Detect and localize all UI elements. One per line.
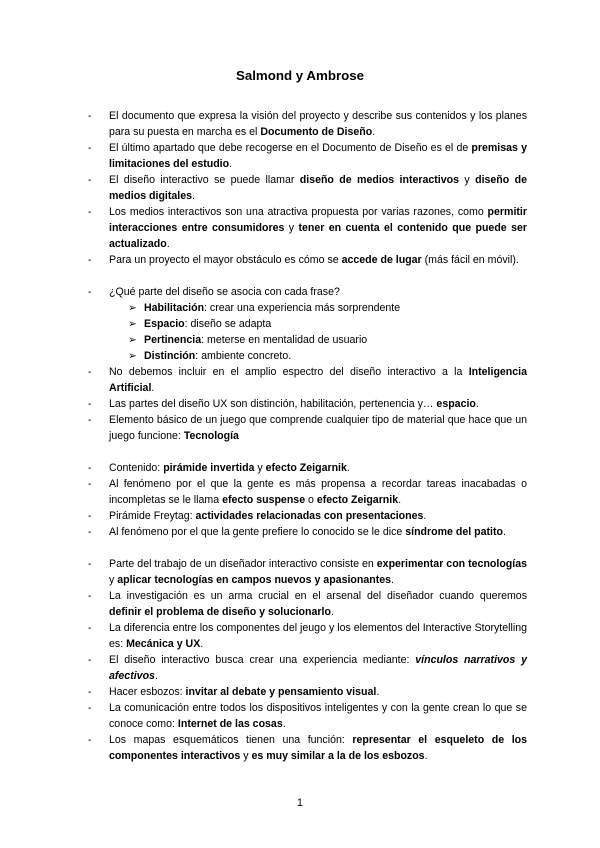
bullet-dash: - <box>88 686 92 698</box>
body-text: : meterse en mentalidad de usuario <box>201 334 368 346</box>
emphasis-text: Tecnología <box>183 430 239 442</box>
body-text: . <box>166 238 170 250</box>
body-text: . <box>502 526 506 538</box>
body-text: Contenido: <box>109 462 164 474</box>
body-text: y <box>240 750 252 762</box>
emphasis-text: actividades relacionadas con presentaciones <box>195 510 424 522</box>
body-text: y <box>254 462 266 474</box>
body-text: . <box>423 510 427 522</box>
list-item-text <box>109 508 527 524</box>
body-text: . <box>376 686 380 698</box>
body-text: . <box>282 718 286 730</box>
emphasis-text: efecto Zeigarnik <box>265 462 347 474</box>
body-text: : crear una experiencia más sorprendente <box>204 302 401 314</box>
emphasis-text: Inteligencia Artificial <box>109 366 527 394</box>
sub-list-item <box>128 316 508 332</box>
list-item <box>88 524 528 540</box>
emphasis-text: Habilitación <box>144 302 205 314</box>
list-item <box>88 396 528 412</box>
emphasis-text: efecto Zeigarnik <box>316 494 399 506</box>
body-text: (más fácil en móvil). <box>421 254 519 266</box>
body-text: : diseño se adapta <box>184 318 272 330</box>
list-item <box>88 588 528 620</box>
list-item-text <box>109 732 527 764</box>
body-text: Elemento básico de un juego que comprende cualquier tipo de material que hace que un juego funcione: <box>109 414 527 442</box>
bullet-dash: - <box>88 478 92 490</box>
list-item-text <box>109 588 527 620</box>
list-item <box>88 684 528 700</box>
emphasis-text: pirámide invertida <box>163 462 255 474</box>
emphasis-text: diseño de medios digitales <box>109 174 528 202</box>
bullet-dash: - <box>88 462 92 474</box>
list-item-text <box>109 284 527 300</box>
body-text: y <box>459 174 476 186</box>
body-text: : ambiente concreto. <box>195 350 292 362</box>
list-item-text <box>109 652 527 684</box>
page-number: 1 <box>297 797 303 809</box>
list-item-text <box>109 460 527 476</box>
arrow-bullet-icon: ➢ <box>128 318 137 330</box>
list-item <box>88 556 528 588</box>
list-item <box>88 140 528 172</box>
bullet-dash: - <box>88 286 92 298</box>
body-text: ¿Qué parte del diseño se asocia con cada frase? <box>109 286 340 298</box>
body-text: Al fenómeno por el que la gente prefiere lo conocido se le dice <box>109 526 406 538</box>
bullet-dash: - <box>88 654 92 666</box>
body-text: . <box>475 398 479 410</box>
body-text: y <box>109 574 118 586</box>
list-item <box>88 620 528 652</box>
emphasis-text: Mecánica y UX <box>126 638 201 650</box>
emphasis-text: permitir interacciones entre consumidores <box>109 206 527 234</box>
body-text: . <box>200 638 204 650</box>
bullet-dash: - <box>88 110 92 122</box>
arrow-bullet-icon: ➢ <box>128 350 137 362</box>
list-item <box>88 460 528 476</box>
body-text: No debemos incluir en el amplio espectro del diseño interactivo a la <box>109 366 469 378</box>
body-text: . <box>229 158 233 170</box>
body-text: . <box>424 750 428 762</box>
emphasis-text: representar el esqueleto de los componentes interactivos <box>109 734 528 762</box>
emphasis-text: aplicar tecnologías en campos nuevos y apasionantes <box>117 574 392 586</box>
list-item <box>88 364 528 396</box>
list-item-text <box>109 364 527 396</box>
body-text: . <box>151 382 155 394</box>
emphasis-text: experimentar con tecnologías <box>376 558 527 570</box>
body-text: El diseño interactivo busca crear una experiencia mediante: <box>109 654 416 666</box>
emphasis-text: síndrome del patito <box>405 526 503 538</box>
body-text: El diseño interactivo se puede llamar <box>109 174 300 186</box>
list-item-text <box>109 700 527 732</box>
emphasis-text: Pertinencia <box>144 334 202 346</box>
bullet-dash: - <box>88 366 92 378</box>
arrow-bullet-icon: ➢ <box>128 334 137 346</box>
bullet-dash: - <box>88 254 92 266</box>
bullet-dash: - <box>88 590 92 602</box>
list-item <box>88 108 528 140</box>
arrow-bullet-icon: ➢ <box>128 302 137 314</box>
list-item <box>88 508 528 524</box>
body-text: Al fenómeno por el que la gente es más propensa a recordar tareas inacabadas o incompletas se le llama <box>109 478 527 506</box>
emphasis-text: invitar al debate y pensamiento visual <box>185 686 377 698</box>
body-text: . <box>391 574 394 586</box>
list-item <box>88 252 528 284</box>
bullet-dash: - <box>88 414 92 426</box>
list-item-text <box>109 396 527 412</box>
list-item <box>88 652 528 684</box>
emphasis-text: espacio <box>436 398 476 410</box>
body-text: . <box>346 462 350 474</box>
emphasis-text: Documento de Diseño <box>260 126 373 138</box>
emphasis-text: vínculos narrativos y afectivos <box>109 654 527 682</box>
emphasis-text: Distinción <box>144 350 196 362</box>
bullet-dash: - <box>88 174 92 186</box>
body-text: y <box>284 222 299 234</box>
sub-list-item <box>128 348 508 364</box>
list-item-text <box>109 476 527 508</box>
list-item <box>88 204 528 252</box>
list-item <box>88 476 528 508</box>
bullet-dash: - <box>88 142 92 154</box>
sub-list-item <box>128 300 508 316</box>
body-text: . <box>154 670 158 682</box>
bullet-dash: - <box>88 622 92 634</box>
emphasis-text: efecto suspense <box>222 494 306 506</box>
emphasis-text: tener en cuenta el contenido que puede ser actualizado <box>109 222 527 250</box>
sub-list-item <box>128 332 508 348</box>
emphasis-text: definir el problema de diseño y solucionarlo <box>109 606 331 618</box>
body-text: La comunicación entre todos los dispositivos inteligentes y con la gente crean lo que se conoce como: <box>109 702 527 730</box>
body-text: Los medios interactivos son una atractiva propuesta por varias razones, como <box>109 206 488 218</box>
body-text: Para un proyecto el mayor obstáculo es cómo se <box>109 254 342 266</box>
emphasis-text: Internet de las cosas <box>177 718 283 730</box>
list-item-text <box>109 524 527 540</box>
body-text: Las partes del diseño UX son distinción, habilitación, pertenencia y… <box>109 398 437 410</box>
list-item-text <box>109 684 527 700</box>
body-text: Hacer esbozos: <box>109 686 186 698</box>
body-text: . <box>330 606 334 618</box>
emphasis-text: Espacio <box>144 318 185 330</box>
body-text: Pirámide Freytag: <box>109 510 196 522</box>
bullet-dash: - <box>88 734 92 746</box>
body-text: . <box>192 190 195 202</box>
list-item <box>88 732 528 764</box>
list-item-text <box>109 204 527 252</box>
list-item-text <box>109 140 527 172</box>
body-text: . <box>398 494 402 506</box>
body-text: Los mapas esquemáticos tienen una función: <box>109 734 353 746</box>
body-text: Parte del trabajo de un diseñador interactivo consiste en <box>109 558 377 570</box>
list-item-text <box>109 252 527 268</box>
bullet-dash: - <box>88 510 92 522</box>
list-item <box>88 284 528 300</box>
body-text: o <box>305 494 317 506</box>
list-item-text <box>109 172 527 204</box>
bullet-dash: - <box>88 526 92 538</box>
bullet-dash: - <box>88 702 92 714</box>
list-item-text <box>109 556 527 588</box>
list-item-text <box>109 108 527 140</box>
list-item <box>88 172 528 204</box>
bullet-dash: - <box>88 398 92 410</box>
emphasis-text: diseño de medios interactivos <box>299 174 460 186</box>
page-title: Salmond y Ambrose <box>235 68 365 83</box>
emphasis-text: accede de lugar <box>341 254 422 266</box>
emphasis-text: premisas y limitaciones del estudio <box>109 142 527 170</box>
bullet-dash: - <box>88 206 92 218</box>
body-text: El documento que expresa la visión del proyecto y describe sus contenidos y los planes para su puesta en marcha es el <box>109 110 527 138</box>
body-text: . <box>372 126 376 138</box>
list-item-text <box>109 412 527 444</box>
body-text: La diferencia entre los componentes del jeugo y los elementos del Interactive Storytelling es: <box>109 622 527 650</box>
emphasis-text: es muy similar a la de los esbozos <box>251 750 425 762</box>
body-text: El último apartado que debe recogerse en el Documento de Diseño es el de <box>109 142 472 154</box>
bullet-dash: - <box>88 558 92 570</box>
list-item-text <box>109 620 527 652</box>
list-item <box>88 700 528 732</box>
list-item <box>88 412 528 444</box>
body-text: La investigación es un arma crucial en el arsenal del diseñador cuando queremos <box>109 590 527 602</box>
